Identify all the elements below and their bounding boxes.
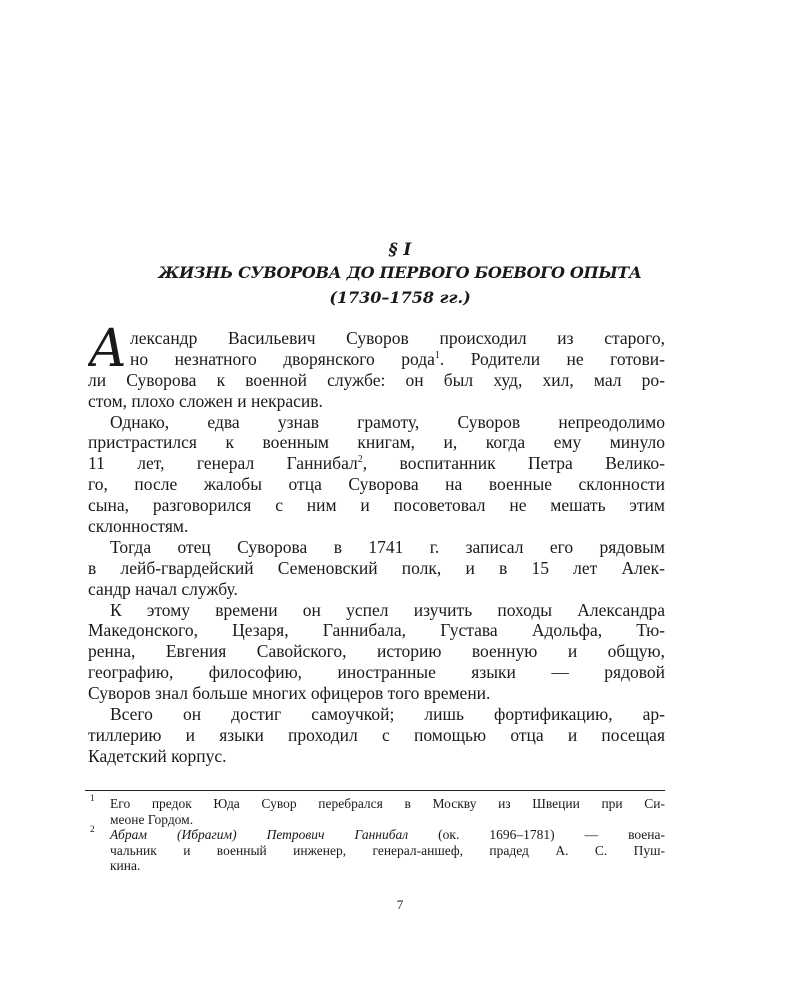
text-line: географию, философию, иностранные языки — рядовой <box>88 662 665 683</box>
chapter-title: ЖИЗНЬ СУВОРОВА ДО ПЕРВОГО БОЕВОГО ОПЫТА <box>158 263 642 282</box>
footnote-line: чальник и военный инженер, генерал-аншеф, прадед А. С. Пуш- <box>110 842 665 858</box>
page-number: 7 <box>396 897 404 912</box>
footnote-ref: 1 <box>434 349 440 361</box>
footnote <box>88 827 665 874</box>
chapter-dates: (1730–1758 гг.) <box>329 288 471 307</box>
text-line: лександр Васильевич Суворов происходил из старого, <box>130 328 665 348</box>
text-line: сына, разговорился с ним и посоветовал не мешать этим <box>88 495 665 516</box>
text-line: Тогда отец Суворова в 1741 г. записал его рядовым <box>110 536 665 557</box>
text-line: го, после жалобы отца Суворова на военные склонности <box>88 474 665 495</box>
footnote-line: Абрам (Ибрагим) Петрович Ганнибал (ок. 1696–1781) — воена- <box>110 827 666 842</box>
footnote <box>88 796 665 827</box>
drop-cap: А <box>88 326 128 372</box>
text-line: К этому времени он успел изучить походы Александра <box>110 599 665 620</box>
footnotes <box>88 796 665 874</box>
footnote-divider <box>85 790 665 791</box>
text-line: Однако, едва узнав грамоту, Суворов непреодолимо <box>110 411 665 432</box>
footnote-ref: 2 <box>357 454 363 466</box>
text-line: стом, плохо сложен и некрасив. <box>88 390 323 411</box>
paragraph <box>88 600 665 704</box>
text-line: пристрастился к военным книгам, и, когда ему минуло <box>88 432 665 453</box>
body-text <box>88 328 665 767</box>
paragraph <box>88 537 665 600</box>
text-line: Македонского, Цезаря, Ганнибала, Густава Адольфа, Тю- <box>88 620 665 641</box>
text-line: в лейб-гвардейский Семеновский полк, и в 15 лет Алек- <box>88 557 665 578</box>
text-line: сандр начал службу. <box>88 578 238 599</box>
text-line: 11 лет, генерал Ганнибал$^2$, воспитанник Петра Велико- <box>88 453 665 474</box>
text-line: склонностям. <box>88 516 189 537</box>
text-line: ли Суворова к военной службе: он был худ, хил, мал ро- <box>88 369 665 390</box>
paragraph <box>88 704 665 767</box>
footnote-number: 1 <box>90 794 95 804</box>
footnote-line: кина. <box>110 858 141 873</box>
paragraph <box>88 412 665 537</box>
footnote-line: меоне Гордом. <box>110 811 194 827</box>
text-line: Всего он достиг самоучкой; лишь фортификацию, ар- <box>110 704 665 725</box>
text-line: тиллерию и языки проходил с помощью отца и посещая <box>88 724 665 745</box>
text-line: ренна, Евгения Савойского, историю военную и общую, <box>88 641 665 662</box>
footnote-number: 2 <box>90 825 95 835</box>
paragraph <box>88 328 665 412</box>
footnote-line: Его предок Юда Сувор перебрался в Москву из Швеции при Си- <box>110 796 665 811</box>
italic-name: Абрам (Ибрагим) Петрович Ганнибал <box>110 827 409 842</box>
text-line: но незнатного дворянского рода$^1$. Родители не готови- <box>130 348 665 369</box>
text-line: Суворов знал больше многих офицеров того времени. <box>88 683 491 704</box>
text-line: Кадетский корпус. <box>88 745 227 766</box>
section-number: § I <box>388 240 412 260</box>
